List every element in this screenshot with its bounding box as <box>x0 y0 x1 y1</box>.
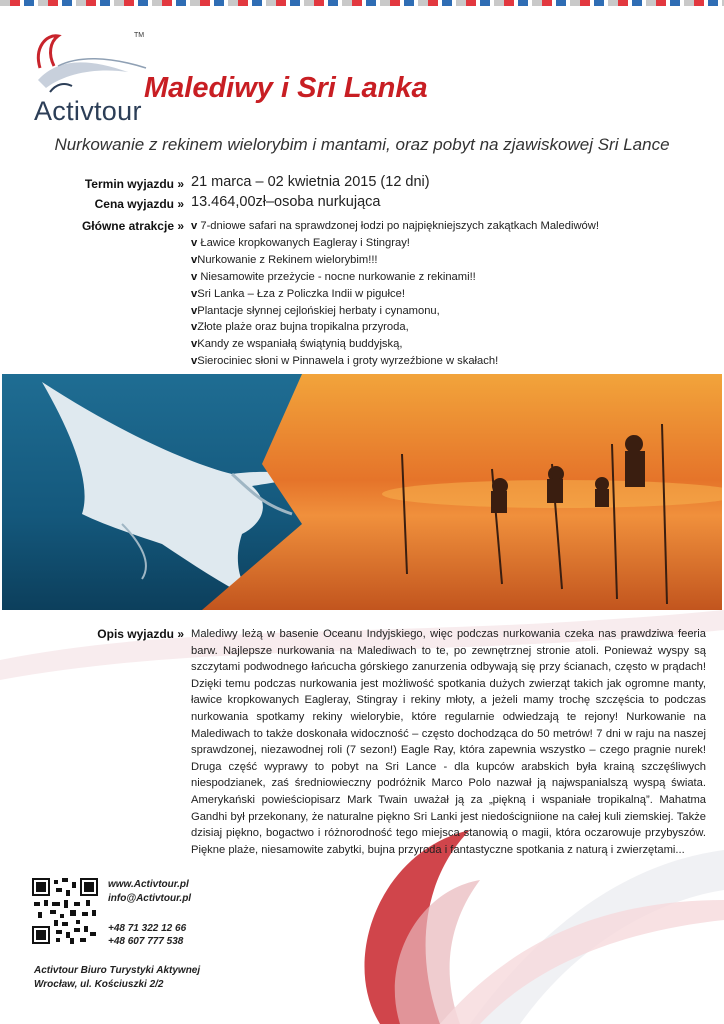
termin-value: 21 marca – 02 kwietnia 2015 (12 dni) <box>191 174 430 190</box>
termin-label: Termin wyjazdu » <box>84 177 184 191</box>
website-link[interactable]: www.Activtour.pl <box>108 879 189 890</box>
list-item: v Niesamowite przeżycie - nocne nurkowanie z rekinami!! <box>191 270 476 283</box>
check-marker: v <box>191 253 198 266</box>
top-stripe <box>0 0 724 6</box>
list-item: vZłote plaże oraz bujna tropikalna przyroda, <box>191 321 409 334</box>
trademark-mark: TM <box>134 32 145 39</box>
footer-company: Activtour Biuro Turystyki Aktywnej <box>34 965 201 976</box>
footer-address: Wrocław, ul. Kościuszki 2/2 <box>34 979 164 990</box>
qr-code[interactable] <box>32 878 98 944</box>
check-marker: v <box>191 220 198 232</box>
check-marker: v <box>191 236 198 249</box>
hero-photo-banner <box>2 374 722 610</box>
logo-wordmark: Activtour <box>34 96 142 126</box>
cena-value: 13.464,00zł–osoba nurkująca <box>191 194 381 210</box>
opis-text: Malediwy leżą w basenie Oceanu Indyjskiego, więc podczas nurkowania czeka nas prawdziwa feeria barw. Najlepsze nurkowania na Malediwach to te, po zewnętrznej stronie atoli. Ponieważ wyspy są szczytami podwodnego łańcucha górskiego zanurzenia odbywają się przy ścianach, często w prądach! Dzięki temu podczas nurkowania jest możliwość spotkania dużych zwierząt takich jak ogromne manty, ławice kropkowanych Eagleray, Stingray i rekiny młoty, a jeżeli mamy trochę szczęścia to podczas nurkowania spotkamy rekiny wielorybie, które regularnie odwiedzają te rejony! Nurkowanie na Malediwach to także doskonała widoczność – często dochodząca do 50 metrów! 7 dni w raju na naszej sprawdzonej, niezawodnej roli (7 sezon!) Eagle Ray, która zapewnia wszystko – czego pragnie nurek! Druga część wyprawy to pobyt na Sri Lance - dla kupców arabskich była krainą szczęśliwych niespodzianek, zaś średniowieczny podróżnik Marco Polo nazwał ją najwspanialszą wyspą świata. Amerykański powieściopisarz Mark Twain uważał ją za „piękną i wspaniałe tropikalną”. Mahatma Gandhi był przekonany, że naturalne piękno Sri Lanki jest niedościgniione na całej kuli ziemskiej. Także dzisiaj piękno, bogactwo i różnorodność tego miejsca stanowią o magii, która oczarowuje przybyszów. Piękne plaże, niesamowite zabytki, bujna przyroda i fantastyczne spotkania z naturą i zwierzętami... <box>191 628 706 856</box>
check-marker: v <box>191 270 198 283</box>
cena-label: Cena wyjazdu » <box>94 197 184 211</box>
list-item: vKandy ze wspaniałą świątynią buddyjską, <box>191 338 403 351</box>
list-item: v 7-dniowe safari na sprawdzonej łodzi po najpiękniejszych zakątkach Malediwów! <box>191 220 599 232</box>
list-item: vSri Lanka – Łza z Policzka Indii w pigułce! <box>191 287 405 300</box>
check-marker: v <box>191 338 198 351</box>
check-marker: v <box>191 355 198 368</box>
list-item: vPlantacje słynnej cejlońskiej herbaty i cynamonu, <box>191 304 440 317</box>
check-marker: v <box>191 287 198 300</box>
check-marker: v <box>191 304 198 317</box>
list-item: vSierociniec słoni w Pinnawela i groty wyrzeźbione w skałach! <box>191 355 499 368</box>
phone-2: +48 607 777 538 <box>108 936 184 947</box>
check-marker: v <box>191 321 198 334</box>
page-subtitle: Nurkowanie z rekinem wielorybim i mantami, oraz pobyt na zjawiskowej Sri Lance <box>54 135 670 154</box>
list-item: v Ławice kropkowanych Eagleray i Stingray! <box>191 236 410 249</box>
list-item: vNurkowanie z Rekinem wielorybim!!! <box>191 253 378 266</box>
page-title: Malediwy i Sri Lanka <box>144 72 428 104</box>
opis-label: Opis wyjazdu » <box>97 627 184 641</box>
attractions-list <box>191 218 599 370</box>
phone-1: +48 71 322 12 66 <box>108 923 187 934</box>
email-link[interactable]: info@Activtour.pl <box>108 893 192 904</box>
atrakcje-label: Główne atrakcje » <box>81 219 184 233</box>
